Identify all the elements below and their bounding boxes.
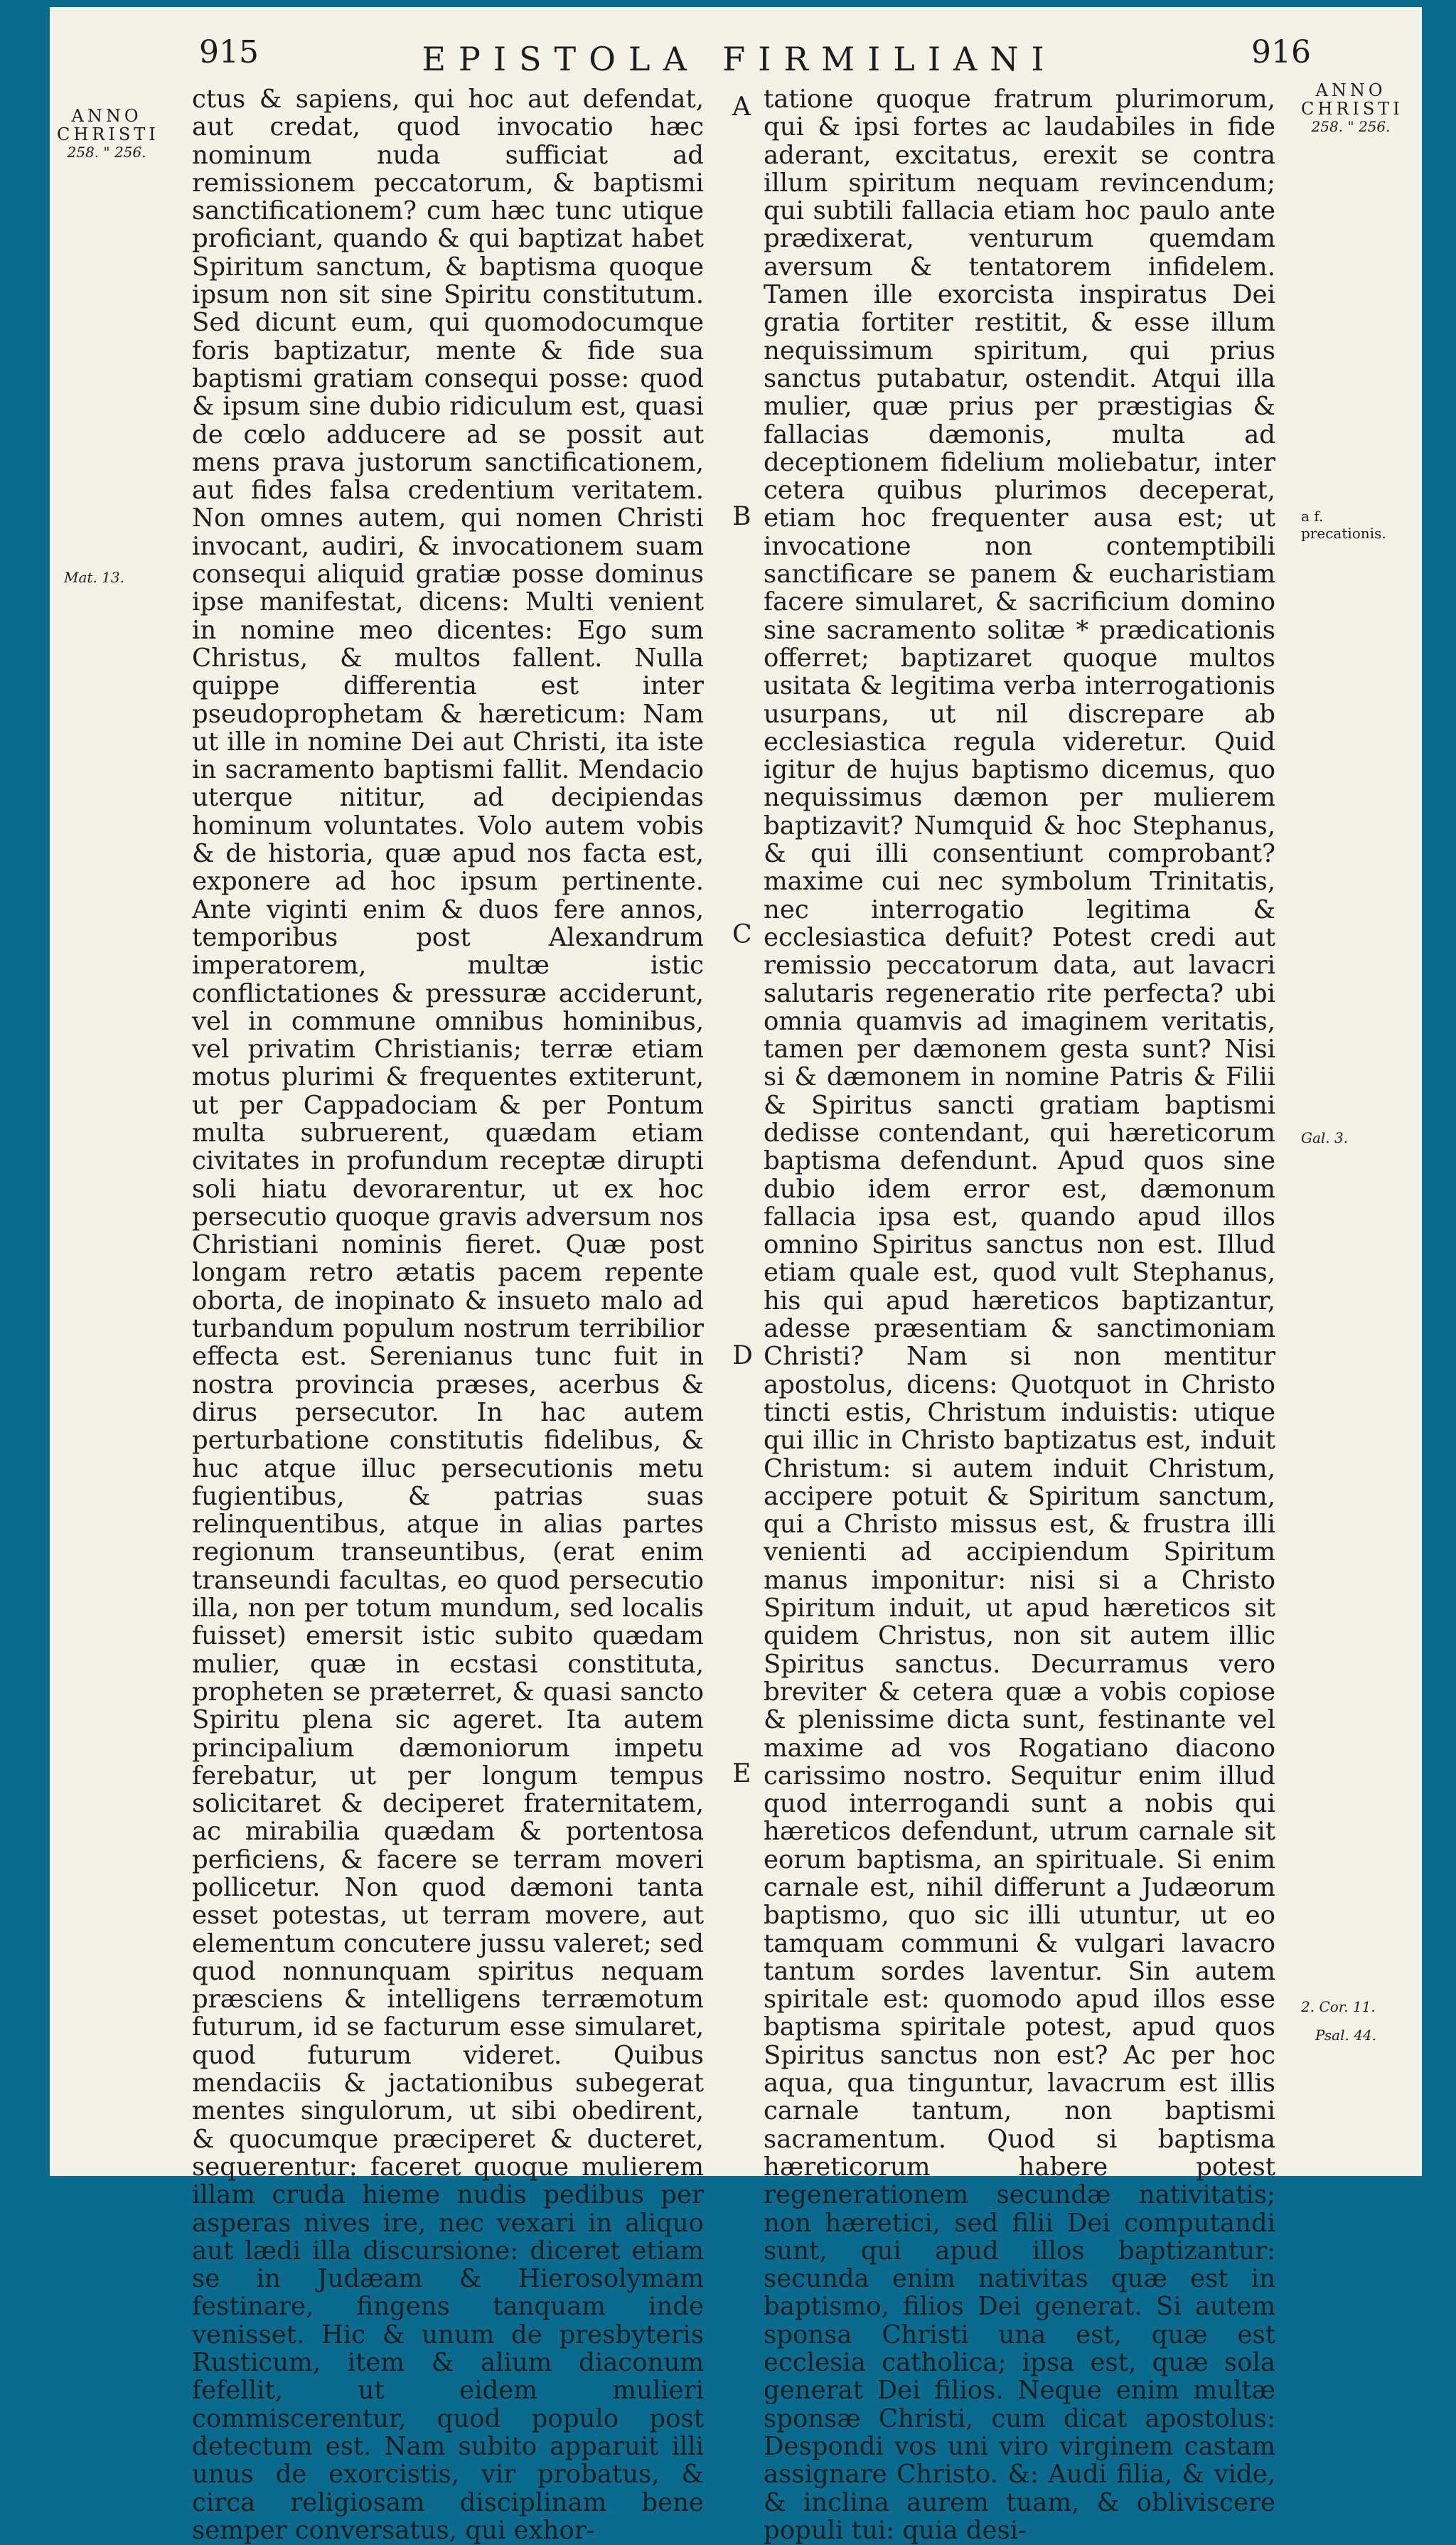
anno-label-right: ANNO CHRISTI: [1301, 80, 1403, 119]
year-range-right: 258. " 256.: [1311, 118, 1391, 135]
margin-note-precationis: a f. precationis.: [1301, 508, 1386, 542]
year-range-left: 258. " 256.: [67, 144, 146, 161]
page-number-right: 916: [1251, 34, 1311, 70]
section-letter-e: E: [732, 1759, 751, 1788]
margin-ref-corinthians: 2. Cor. 11.: [1301, 1998, 1376, 2015]
section-letter-b: B: [732, 502, 751, 531]
margin-ref-matthew: Mat. 13.: [64, 569, 124, 586]
section-letter-a: A: [732, 92, 751, 122]
margin-ref-galatians: Gal. 3.: [1301, 1129, 1349, 1146]
anno-label-left: ANNO CHRISTI: [57, 106, 159, 144]
margin-year-right: [1301, 81, 1401, 135]
left-text-column: [192, 85, 704, 2544]
section-letter-c: C: [732, 920, 752, 949]
right-text-column: [764, 85, 1275, 2544]
book-page: [50, 7, 1422, 2545]
right-column-text: tatione quoque fratrum plurimorum, qui & ipsi fortes ac laudabiles in fide aderant, excitatus, erexit se contra illum spiritum nequam revincendum; qui subtili fallacia etiam hoc paulo ante prædixerat, venturum quemdam aversum & tentatorem infidelem. Tamen ille exorcista inspiratus Dei gratia fortiter restitit, & esse illum nequissimum spiritum, qui prius sanctus putabatur, ostendit. Atqui illa mulier, quæ prius per præstigias & fallacias dæmonis, multa ad deceptionem fidelium moliebatur, inter cetera quibus plurimos deceperat, etiam hoc frequenter ausa est; ut invocatione non contemptibili sanctificare se panem & eucharistiam facere simularet, & sacrificium domino sine sacramento solitæ * prædicationis offerret; baptizaret quoque multos usitata & legitima verba interrogationis usurpans, ut nil discrepare ab ecclesiastica regula videretur. Quid igitur de hujus baptismo dicemus, quo nequissimus dæmon per mulierem baptizavit? Numquid & hoc Stephanus, & qui illi consentiunt comprobant? maxime cui nec symbolum Trinitatis, nec interrogatio legitima & ecclesiastica defuit? Potest credi aut remissio peccatorum data, aut lavacri salutaris regeneratio rite perfecta? ubi omnia quamvis ad imaginem veritatis, tamen per dæmonem gesta sunt? Nisi si & dæmonem in nomine Patris & Filii & Spiritus sancti gratiam baptismi dedisse contendant, qui hæreticorum baptisma defendunt. Apud quos sine dubio idem error est, dæmonum fallacia ipsa est, quando apud illos omnino Spiritus sanctus non est. Illud etiam quale est, quod vult Stephanus, his qui apud hæreticos baptizantur, adesse præsentiam & sanctimoniam Christi? Nam si non mentitur apostolus, dicens: Quotquot in Christo tincti estis, Christum induistis: utique qui illic in Christo baptizatus est, induit Christum: si autem induit Christum, accipere potuit & Spiritum sanctum, qui a Christo missus est, & frustra illi venienti ad accipiendum Spiritum manus imponitur: nisi si a Christo Spiritum induit, ut apud hæreticos sit quidem Christus, non sit autem illic Spiritus sanctus. Decurramus vero breviter & cetera quæ a vobis copiose & plenissime dicta sunt, festinante vel maxime ad vos Rogatiano diacono carissimo nostro. Sequitur enim illud quod interrogandi sunt a nobis qui hæreticos defendunt, utrum carnale sit eorum baptisma, an spirituale. Si enim carnale est, nihil differunt a Judæorum baptismo, quo sic illi utuntur, ut eo tamquam communi & vulgari lavacro tantum sordes laventur. Sin autem spiritale est: quomodo apud illos esse baptisma spiritale potest, apud quos Spiritus sanctus non est? Ac per hoc aqua, qua tinguntur, lavacrum est illis carnale tantum, non baptismi sacramentum. Quod si baptisma hæreticorum habere potest regenerationem secundæ nativitatis; non hæretici, sed filii Dei computandi sunt, qui apud illos baptizantur: secunda enim nativitas quæ est in baptismo, filios Dei generat. Si autem sponsa Christi una est, quæ est ecclesia catholica; ipsa est, quæ sola generat Dei filios. Neque enim multæ sponsæ Christi, cum dicat apostolus: Despondi vos uni viro virginem castam assignare Christo. &: Audi filia, & vide, & inclina aurem tuam, & obliviscere populi tui: quia desi-: [764, 85, 1275, 2545]
margin-ref-psalm: Psal. 44.: [1315, 2027, 1377, 2044]
section-letter-d: D: [732, 1341, 753, 1370]
margin-year-left: [57, 106, 159, 161]
left-column-text: ctus & sapiens, qui hoc aut defendat, aut credat, quod invocatio hæc nominum nuda sufficiat ad remissionem peccatorum, & baptismi sanctificationem? cum hæc tunc utique proficiant, quando & qui baptizat habet Spiritum sanctum, & baptisma quoque ipsum non sit sine Spiritu constitutum. Sed dicunt eum, qui quomodocumque foris baptizatur, mente & fide sua baptismi gratiam consequi posse: quod & ipsum sine dubio ridiculum est, quasi de cœlo adducere ad se possit aut mens prava justorum sanctificationem, aut fides falsa credentium veritatem. Non omnes autem, qui nomen Christi invocant, audiri, & invocationem suam consequi aliquid gratiæ posse dominus ipse manifestat, dicens: Multi venient in nomine meo dicentes: Ego sum Christus, & multos fallent. Nulla quippe differentia est inter pseudoprophetam & hæreticum: Nam ut ille in nomine Dei aut Christi, ita iste in sacramento baptismi fallit. Mendacio uterque nititur, ad decipiendas hominum voluntates. Volo autem vobis & de historia, quæ apud nos facta est, exponere ad hoc ipsum pertinente. Ante viginti enim & duos fere annos, temporibus post Alexandrum imperatorem, multæ istic conflictationes & pressuræ acciderunt, vel in commune omnibus hominibus, vel privatim Christianis; terræ etiam motus plurimi & frequentes extiterunt, ut per Cappadociam & per Pontum multa subruerent, quædam etiam civitates in profundum receptæ dirupti soli hiatu devorarentur, ut ex hoc persecutio quoque gravis adversum nos Christiani nominis fieret. Quæ post longam retro ætatis pacem repente oborta, de inopinato & insueto malo ad turbandum populum nostrum terribilior effecta est. Serenianus tunc fuit in nostra provincia præses, acerbus & dirus persecutor. In hac autem perturbatione constitutis fidelibus, & huc atque illuc persecutionis metu fugientibus, & patrias suas relinquentibus, atque in alias partes regionum transeuntibus, (erat enim transeundi facultas, eo quod persecutio illa, non per totum mundum, sed localis fuisset) emersit istic subito quædam mulier, quæ in ecstasi constituta, propheten se præterret, & quasi sancto Spiritu plena sic ageret. Ita autem principalium dæmoniorum impetu ferebatur, ut per longum tempus solicitaret & deciperet fraternitatem, ac mirabilia quædam & portentosa perficiens, & facere se terram moveri pollicetur. Non quod dæmoni tanta esset potestas, ut terram movere, aut elementum concutere jussu valeret; sed quod nonnunquam spiritus nequam præsciens & intelligens terræmotum futurum, id se facturum esse simularet, quod futurum videret. Quibus mendaciis & jactationibus subegerat mentes singulorum, ut sibi obedirent, & quocumque præciperet & ducteret, sequerentur: faceret quoque mulierem illam cruda hieme nudis pedibus per asperas nives ire, nec vexari in aliquo aut lædi illa discursione: diceret etiam se in Judæam & Hierosolymam festinare, fingens tanquam inde venisset. Hic & unum de presbyteris Rusticum, item & alium diaconum fefellit, ut eidem mulieri commiscerentur, quod populo post detectum est. Nam subito apparuit illi unus de exorcistis, vir probatus, & circa religiosam disciplinam bene semper conversatus, qui exhor-: [192, 85, 704, 2545]
page-number-left: 915: [199, 34, 259, 70]
running-head: EPISTOLA FIRMILIANI: [422, 40, 1057, 78]
